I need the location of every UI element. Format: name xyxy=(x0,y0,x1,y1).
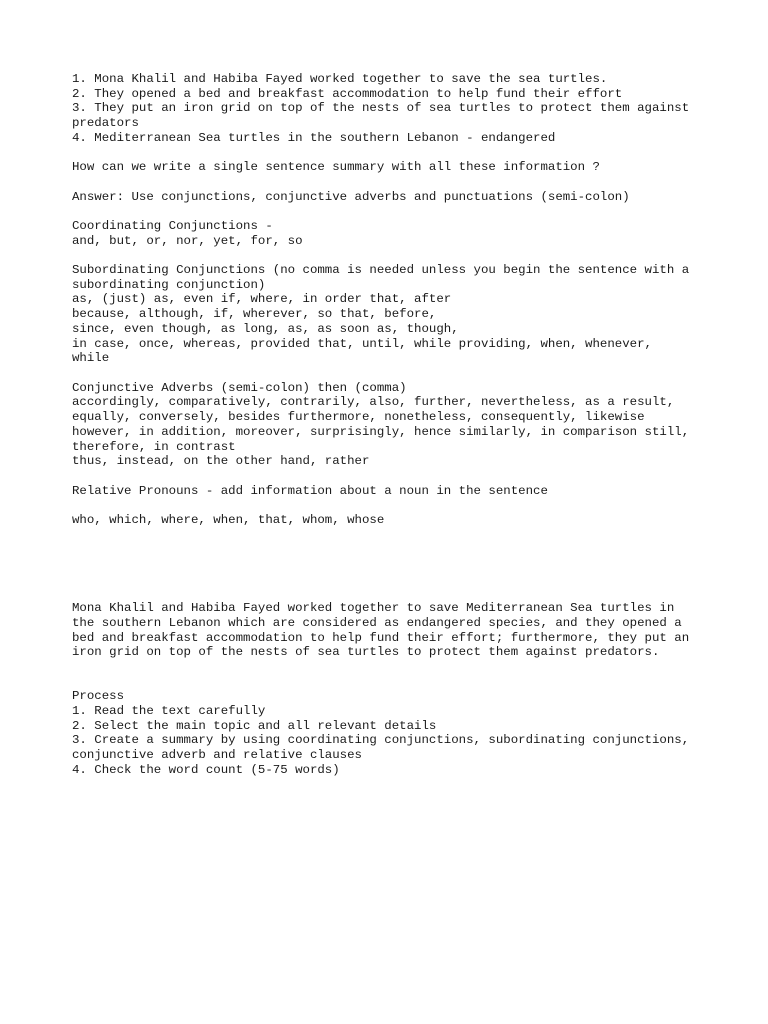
text-line: predators xyxy=(72,116,139,131)
text-line xyxy=(72,572,712,587)
text-line: Subordinating Conjunctions (no comma is needed unless you begin the sentence with a xyxy=(72,263,690,278)
text-line: and, but, or, nor, yet, for, so xyxy=(72,233,303,248)
text-line: 3. Create a summary by using coordinating conjunctions, subordinating conjunctions, xyxy=(72,733,690,748)
text-line: Answer: Use conjunctions, conjunctive adverbs and punctuations (semi-colon) xyxy=(72,189,630,204)
text-line: bed and breakfast accommodation to help fund their effort; furthermore, they put an xyxy=(72,630,690,645)
text-line: since, even though, as long, as, as soon as, though, xyxy=(72,321,459,336)
text-line xyxy=(72,175,712,190)
text-line: as, (just) as, even if, where, in order that, after xyxy=(72,292,452,307)
text-line: How can we write a single sentence summary with all these information ? xyxy=(72,160,600,175)
text-line xyxy=(72,204,712,219)
text-line xyxy=(72,366,712,381)
text-line: Coordinating Conjunctions - xyxy=(72,218,273,233)
text-line: in case, once, whereas, provided that, until, while providing, when, whenever, xyxy=(72,336,652,351)
text-line: iron grid on top of the nests of sea turtles to protect them against predators. xyxy=(72,645,660,660)
text-line: however, in addition, moreover, surprisingly, hence similarly, in comparison still, xyxy=(72,424,690,439)
text-line: 4. Check the word count (5-75 words) xyxy=(72,762,340,777)
text-line: 1. Read the text carefully xyxy=(72,704,266,719)
text-line: 2. They opened a bed and breakfast accommodation to help fund their effort xyxy=(72,86,623,101)
text-line: Conjunctive Adverbs (semi-colon) then (comma) xyxy=(72,380,407,395)
document-text xyxy=(72,72,712,778)
text-line xyxy=(72,528,712,543)
text-line: because, although, if, wherever, so that, before, xyxy=(72,307,437,322)
text-line xyxy=(72,675,712,690)
text-line xyxy=(72,498,712,513)
text-line: equally, conversely, besides furthermore, nonetheless, consequently, likewise xyxy=(72,410,645,425)
text-line: Process xyxy=(72,689,125,704)
text-line: while xyxy=(72,351,110,366)
text-line: Relative Pronouns - add information about a noun in the sentence xyxy=(72,483,548,498)
text-line: the southern Lebanon which are considered as endangered species, and they opened a xyxy=(72,615,682,630)
text-line xyxy=(72,542,712,557)
text-line: 4. Mediterranean Sea turtles in the southern Lebanon - endangered xyxy=(72,130,556,145)
text-line: who, which, where, when, that, whom, whose xyxy=(72,512,385,527)
text-line xyxy=(72,248,712,263)
text-line xyxy=(72,146,712,161)
text-line xyxy=(72,469,712,484)
text-line xyxy=(72,660,712,675)
text-line: subordinating conjunction) xyxy=(72,277,266,292)
text-line: therefore, in contrast xyxy=(72,439,236,454)
text-line: conjunctive adverb and relative clauses xyxy=(72,748,362,763)
text-line: Mona Khalil and Habiba Fayed worked together to save Mediterranean Sea turtles in xyxy=(72,601,675,616)
text-line: 3. They put an iron grid on top of the nests of sea turtles to protect them against xyxy=(72,101,690,116)
text-line xyxy=(72,586,712,601)
text-line: 1. Mona Khalil and Habiba Fayed worked together to save the sea turtles. xyxy=(72,72,608,86)
text-line: 2. Select the main topic and all relevant details xyxy=(72,718,437,733)
text-line xyxy=(72,557,712,572)
text-line: thus, instead, on the other hand, rather xyxy=(72,454,370,469)
text-line: accordingly, comparatively, contrarily, also, further, nevertheless, as a result, xyxy=(72,395,675,410)
